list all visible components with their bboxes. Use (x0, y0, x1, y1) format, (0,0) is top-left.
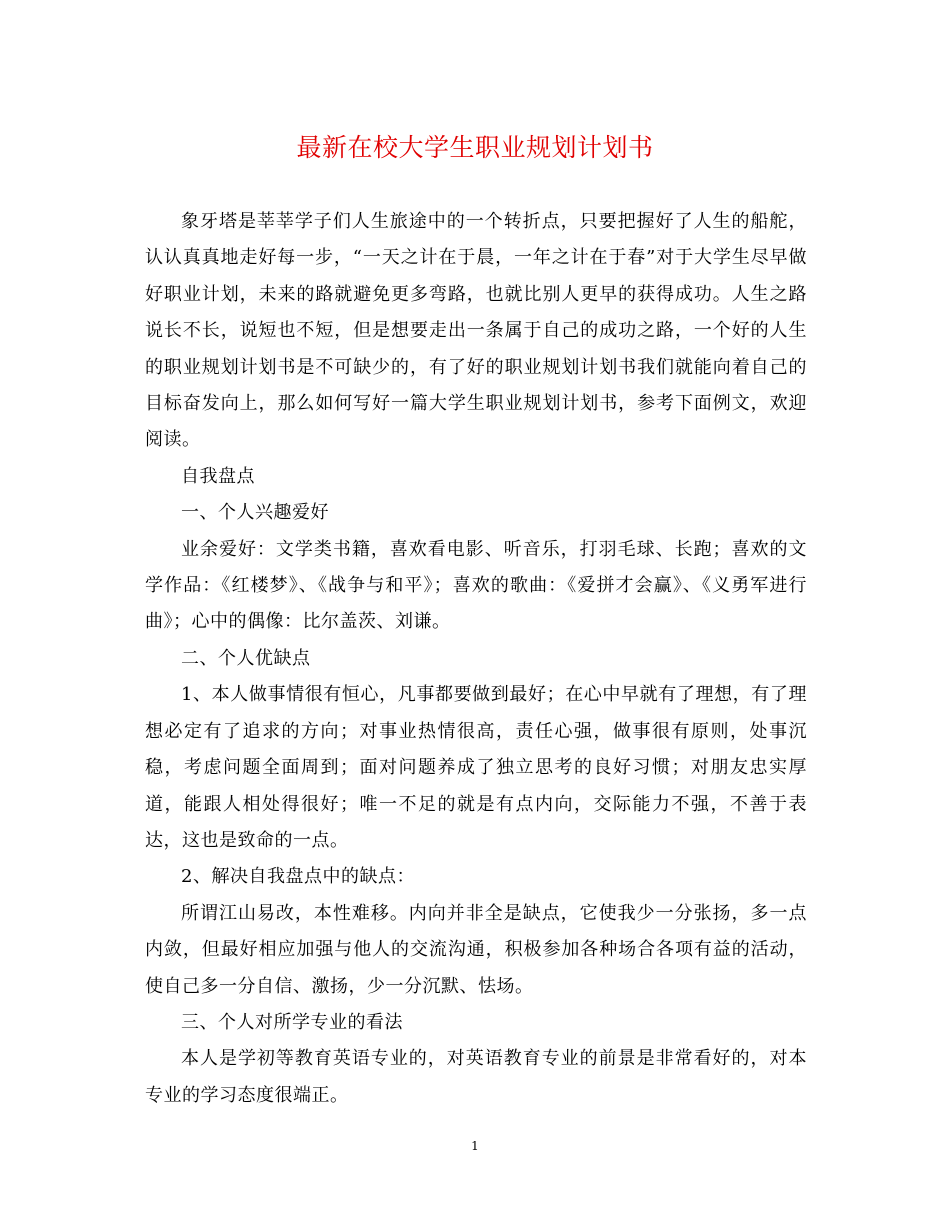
document-body (145, 204, 807, 1114)
page-number: 1 (471, 1139, 479, 1153)
section-heading-self-inventory: 自我盘点 (181, 465, 255, 487)
solution-paragraph: 所谓江山易改，本性难移。内向并非全是缺点，它使我少一分张扬，多一点内敛，但最好相应加强与他人的交流沟通，积极参加各种场合各项有益的活动，使自己多一分自信、激扬，少一分沉默、怯场。 (145, 902, 807, 997)
strengths-weaknesses-paragraph: 1、本人做事情很有恒心，凡事都要做到最好；在心中早就有了理想，有了理想必定有了追求的方向；对事业热情很高，责任心强，做事很有原则，处事沉稳，考虑问题全面周到；面对问题养成了独立思考的良好习惯；对朋友忠实厚道，能跟人相处得很好；唯一不足的就是有点内向，交际能力不强，不善于表达，这也是致命的一点。 (145, 684, 807, 851)
subsection-heading-interests: 一、个人兴趣爱好 (181, 502, 329, 524)
solution-heading: 2、解决自我盘点中的缺点： (181, 866, 415, 888)
document-title: 最新在校大学生职业规划计划书 (296, 133, 654, 162)
subsection-heading-major-view: 三、个人对所学专业的看法 (181, 1011, 403, 1033)
subsection-heading-strengths-weaknesses: 二、个人优缺点 (181, 647, 311, 669)
interests-paragraph: 业余爱好：文学类书籍，喜欢看电影、听音乐，打羽毛球、长跑；喜欢的文学作品：《红楼梦》、《战争与和平》；喜欢的歌曲：《爱拼才会赢》、《义勇军进行曲》；心中的偶像：比尔盖茨、刘谦。 (145, 538, 807, 633)
major-view-paragraph: 本人是学初等教育英语专业的，对英语教育专业的前景是非常看好的，对本专业的学习态度很端正。 (145, 1048, 807, 1106)
intro-paragraph: 象牙塔是莘莘学子们人生旅途中的一个转折点，只要把握好了人生的船舵，认认真真地走好每一步，“一天之计在于晨，一年之计在于春”对于大学生尽早做好职业计划，未来的路就避免更多弯路，也就比别人更早的获得成功。人生之路说长不长，说短也不短，但是想要走出一条属于自己的成功之路，一个好的人生的职业规划计划书是不可缺少的，有了好的职业规划计划书我们就能向着自己的目标奋发向上，那么如何写好一篇大学生职业规划计划书，参考下面例文，欢迎阅读。 (145, 211, 807, 451)
